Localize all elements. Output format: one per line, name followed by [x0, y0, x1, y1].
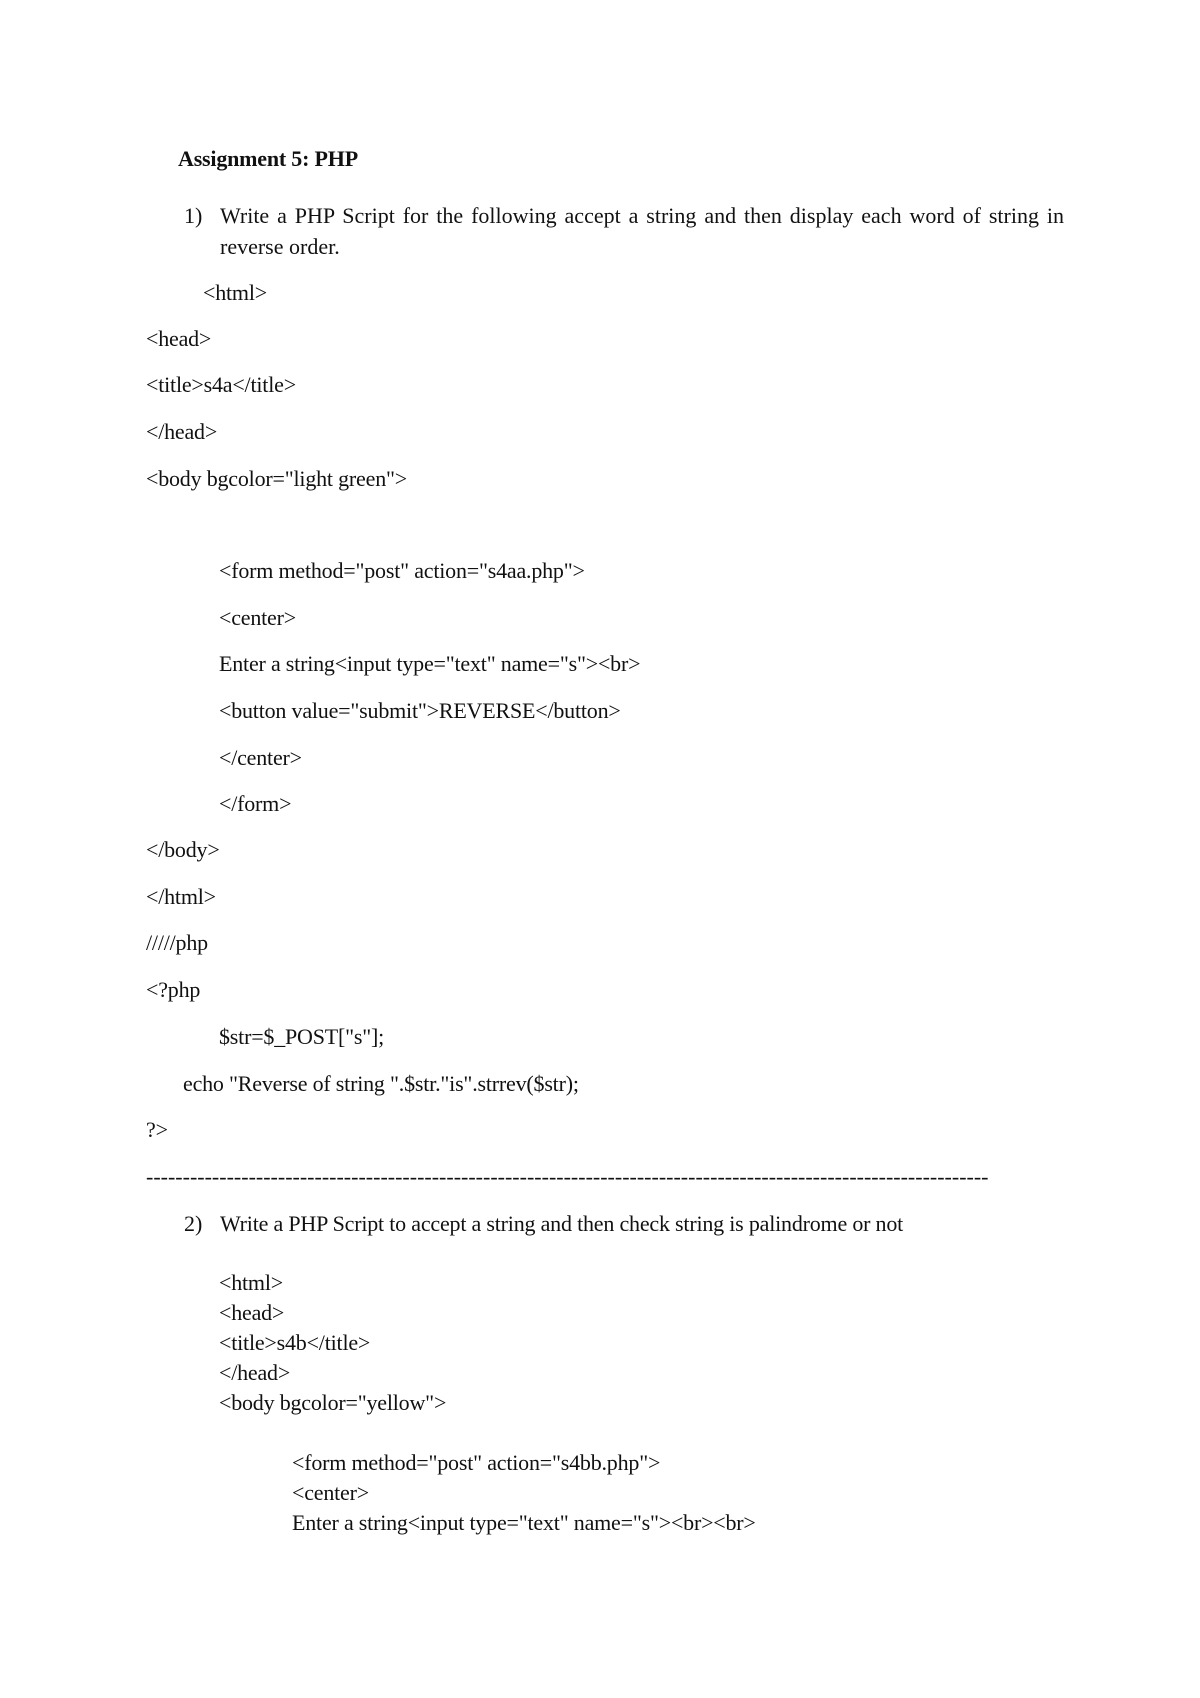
code-line: <title>s4a</title> [146, 372, 296, 397]
code-line: </head> [146, 419, 218, 444]
code-line: </head> [219, 1360, 291, 1385]
code-line: </html> [146, 884, 216, 909]
code-line: <form method="post" action="s4aa.php"> [219, 558, 585, 583]
code-line: <head> [146, 326, 212, 351]
code-line: </body> [146, 837, 220, 862]
assignment-title: Assignment 5: PHP [178, 146, 358, 171]
code-line: <center> [219, 605, 296, 630]
code-line: Enter a string<input type="text" name="s"><br><br> [292, 1510, 756, 1535]
question-1-text: Write a PHP Script for the following accept a string and then display each word of string in reverse order. [220, 203, 1064, 259]
code-line: <body bgcolor="light green"> [146, 466, 407, 491]
code-line: Enter a string<input type="text" name="s"><br> [219, 651, 641, 676]
code-line: <html> [219, 1270, 283, 1295]
code-line: $str=$_POST["s"]; [219, 1024, 385, 1049]
code-line: </form> [219, 791, 292, 816]
code-line: <html> [203, 280, 267, 305]
code-line: <button value="submit">REVERSE</button> [219, 698, 621, 723]
question-2-text: Write a PHP Script to accept a string and then check string is palindrome or not [220, 1211, 904, 1236]
code-line: <form method="post" action="s4bb.php"> [292, 1450, 661, 1475]
question-1-number: 1) [184, 203, 203, 228]
code-line: <title>s4b</title> [219, 1330, 371, 1355]
code-line: ?> [146, 1117, 168, 1142]
code-line: echo "Reverse of string ".$str."is".strrev($str); [183, 1071, 579, 1096]
question-2-number: 2) [184, 1211, 203, 1236]
code-line: </center> [219, 745, 302, 770]
code-line: /////php [146, 930, 208, 955]
code-line: <head> [219, 1300, 285, 1325]
code-line: <center> [292, 1480, 369, 1505]
code-line: <body bgcolor="yellow"> [219, 1390, 447, 1415]
code-line: <?php [146, 977, 201, 1002]
separator-line: ------------------------------------------------------------------------------------------------------------------- [146, 1164, 989, 1189]
